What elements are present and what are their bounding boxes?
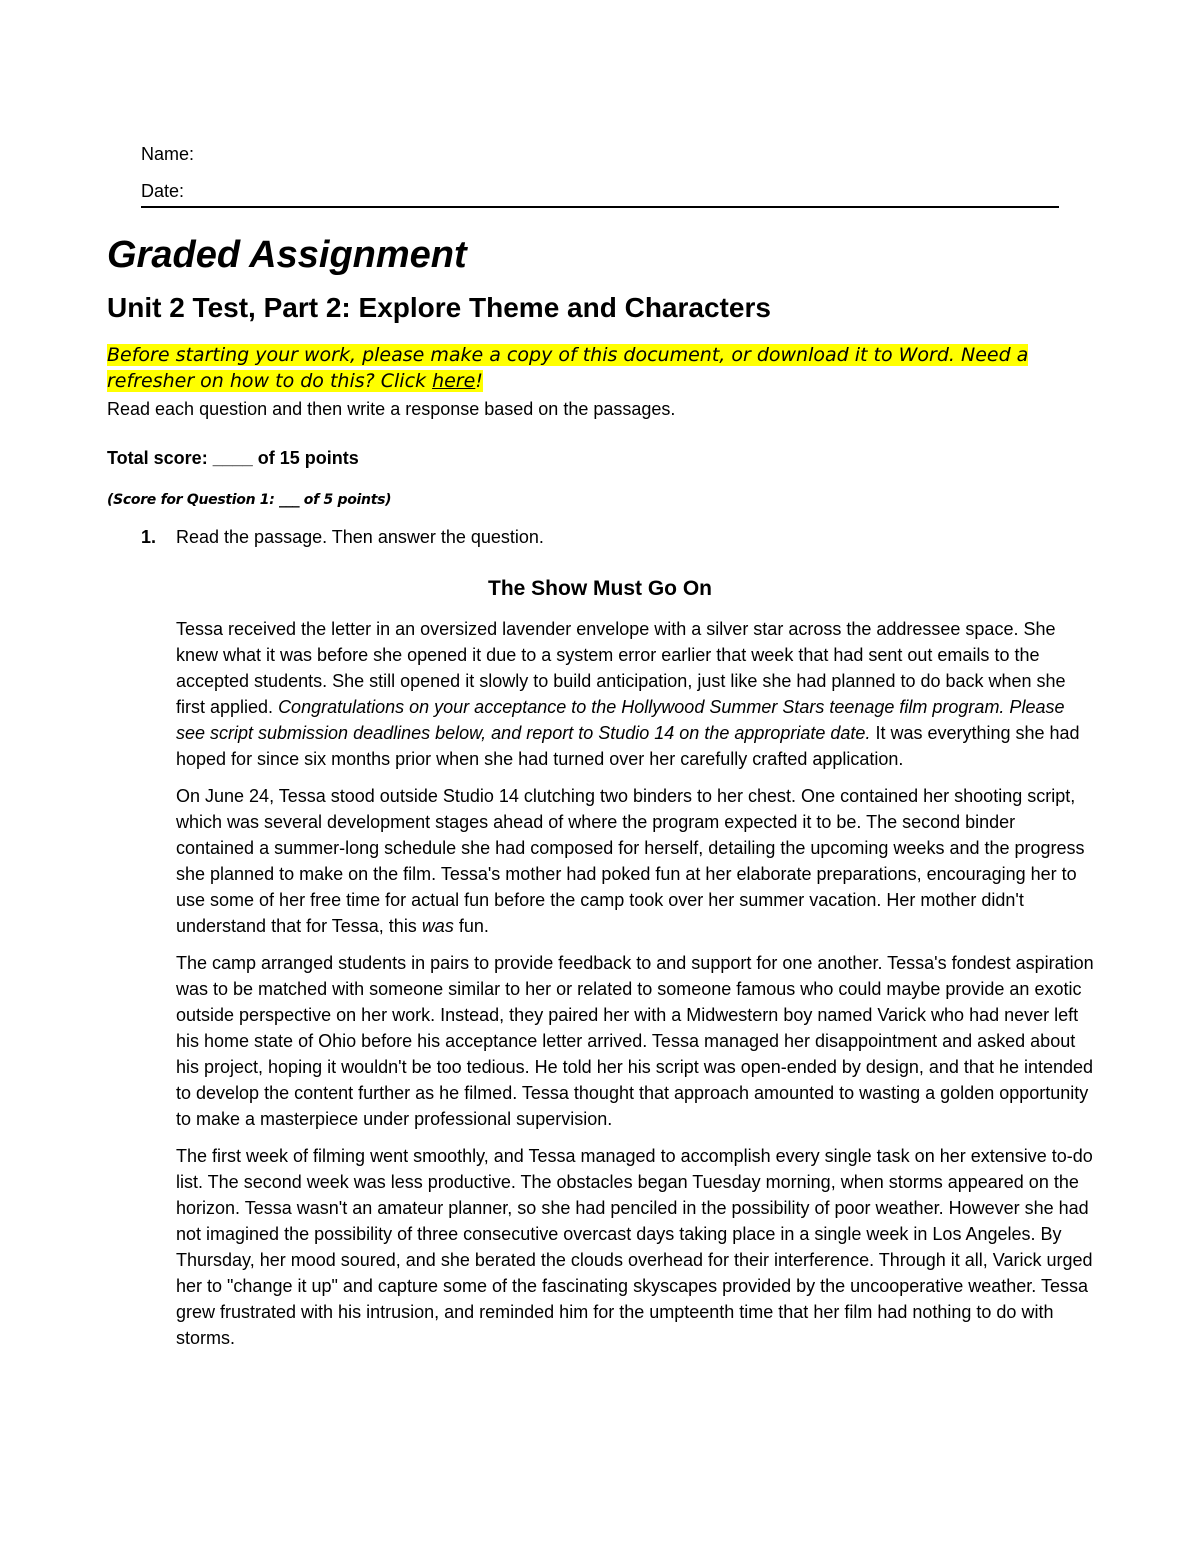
notice-trailing: !: [475, 370, 483, 392]
passage-text: On June 24, Tessa stood outside Studio 14 clutching two binders to her chest. One contained her shooting script, which was several development stages ahead of where the program expected it to be. The second binder contained a summer-long schedule she had composed for herself, detailing the upcoming weeks and the progress she planned to make on the film. Tessa's mother had poked fun at her elaborate preparations, encouraging her to use some of her free time for actual fun before the camp took over her summer vacation. Her mother didn't understand that for Tessa, this: [176, 786, 1085, 936]
question-prompt: Read the passage. Then answer the question.: [176, 527, 544, 547]
question-number: 1.: [141, 527, 157, 547]
passage-text: fun.: [453, 916, 489, 936]
notice-highlight: [107, 344, 1028, 392]
refresher-help-link[interactable]: here: [432, 370, 476, 392]
notice-text: Before starting your work, please make a copy of this document, or download it to Word. Need a refresher on how to do this? Click: [107, 344, 1029, 392]
document-subtitle: Unit 2 Test, Part 2: Explore Theme and Characters: [107, 292, 771, 323]
copy-document-notice: [107, 342, 1097, 394]
passage-body: [176, 616, 1094, 1362]
passage-paragraph: The first week of filming went smoothly, and Tessa managed to accomplish every single task on her extensive to-do list. The second week was less productive. The obstacles began Tuesday morning, when storms appeared on the horizon. Tessa wasn't an amateur planner, so she had penciled in the possibility of poor weather. However she had not imagined the possibility of three consecutive overcast days taking place in a single week in Los Angeles. By Thursday, her mood soured, and she berated the clouds overhead for their interference. Through it all, Varick urged her to "change it up" and capture some of the fascinating skyscapes provided by the uncooperative weather. Tessa grew frustrated with his intrusion, and reminded him for the umpteenth time that her film had nothing to do with storms.: [176, 1146, 1093, 1348]
total-score-line: Total score: ____ of 15 points: [107, 448, 359, 468]
passage-paragraph: [176, 783, 1094, 939]
document-title: Graded Assignment: [107, 234, 467, 276]
question-1-score-line: (Score for Question 1: ___ of 5 points): [107, 492, 392, 508]
header-divider: [141, 206, 1059, 208]
passage-italic-text: was: [421, 916, 454, 936]
passage-text: Tessa received the letter in an oversized lavender envelope with a silver star across the addressee space. She knew what it was before she opened it due to a system error earlier that week that had sent out emails to the accepted students. She still opened it slowly to build anticipation, just like she had planned to do back when she first applied.: [176, 619, 1066, 717]
passage-paragraph: [176, 616, 1094, 772]
passage-paragraph: The camp arranged students in pairs to provide feedback to and support for one another. Tessa's fondest aspiration was to be matched with someone similar to her or related to someone famous who could maybe provide an exotic outside perspective on her work. Instead, they paired her with a Midwestern boy named Varick who had never left his home state of Ohio before his acceptance letter arrived. Tessa managed her disappointment and asked about his project, hoping it wouldn't be too tedious. He told her his script was open-ended by design, and that he intended to develop the content further as he filmed. Tessa thought that approach amounted to wasting a golden opportunity to make a masterpiece under professional supervision.: [176, 953, 1094, 1129]
date-field-label: Date:: [141, 181, 185, 201]
passage-title: The Show Must Go On: [488, 577, 712, 600]
name-field-label: Name:: [141, 144, 195, 164]
instructions-text: Read each question and then write a response based on the passages.: [107, 399, 676, 419]
passage-text: It was everything she had hoped for since six months prior when she had turned over her carefully crafted application.: [176, 723, 1080, 769]
passage-italic-text: Congratulations on your acceptance to the Hollywood Summer Stars teenage film program. Please see script submission deadlines below, and report to Studio 14 on the appropriate date.: [176, 697, 1065, 743]
